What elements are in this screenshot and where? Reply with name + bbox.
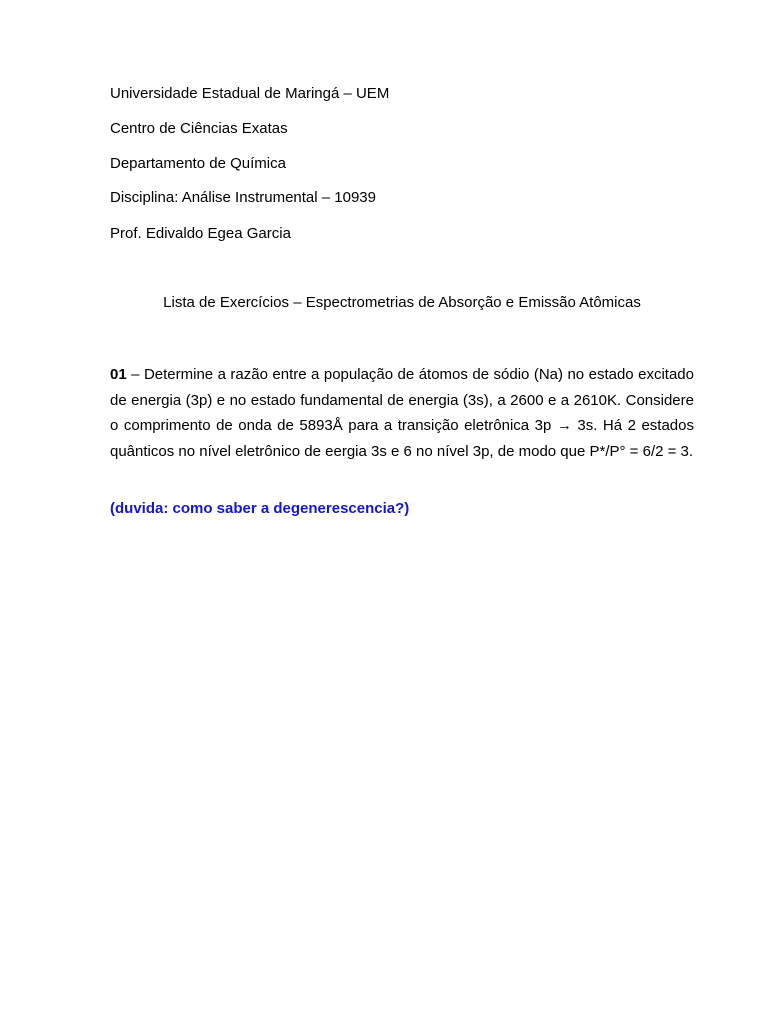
header-center: Centro de Ciências Exatas bbox=[110, 120, 288, 137]
document-title: Lista de Exercícios – Espectrometrias de Absorção e Emissão Atômicas bbox=[163, 294, 641, 311]
header-department: Departamento de Química bbox=[110, 155, 286, 172]
question-number: 01 bbox=[110, 366, 127, 383]
question-01 bbox=[110, 362, 694, 464]
header-professor: Prof. Edivaldo Egea Garcia bbox=[110, 225, 291, 242]
question-text: – Determine a razão entre a população de átomos de sódio (Na) no estado excitado de energia (3p) e no estado fundamental de energia (3s), a 2600 e a 2610K. Considere o comprimento de onda de 5893Å para a transição eletrônica 3p → 3s. Há 2 estados quânticos no nível eletrônico de eergia 3s e 6 no nível 3p, de modo que P*/P° = 6/2 = 3. bbox=[110, 366, 694, 460]
doubt-note: (duvida: como saber a degenerescencia?) bbox=[110, 500, 410, 517]
header-discipline: Disciplina: Análise Instrumental – 10939 bbox=[110, 189, 376, 206]
header-university: Universidade Estadual de Maringá – UEM bbox=[110, 85, 390, 102]
